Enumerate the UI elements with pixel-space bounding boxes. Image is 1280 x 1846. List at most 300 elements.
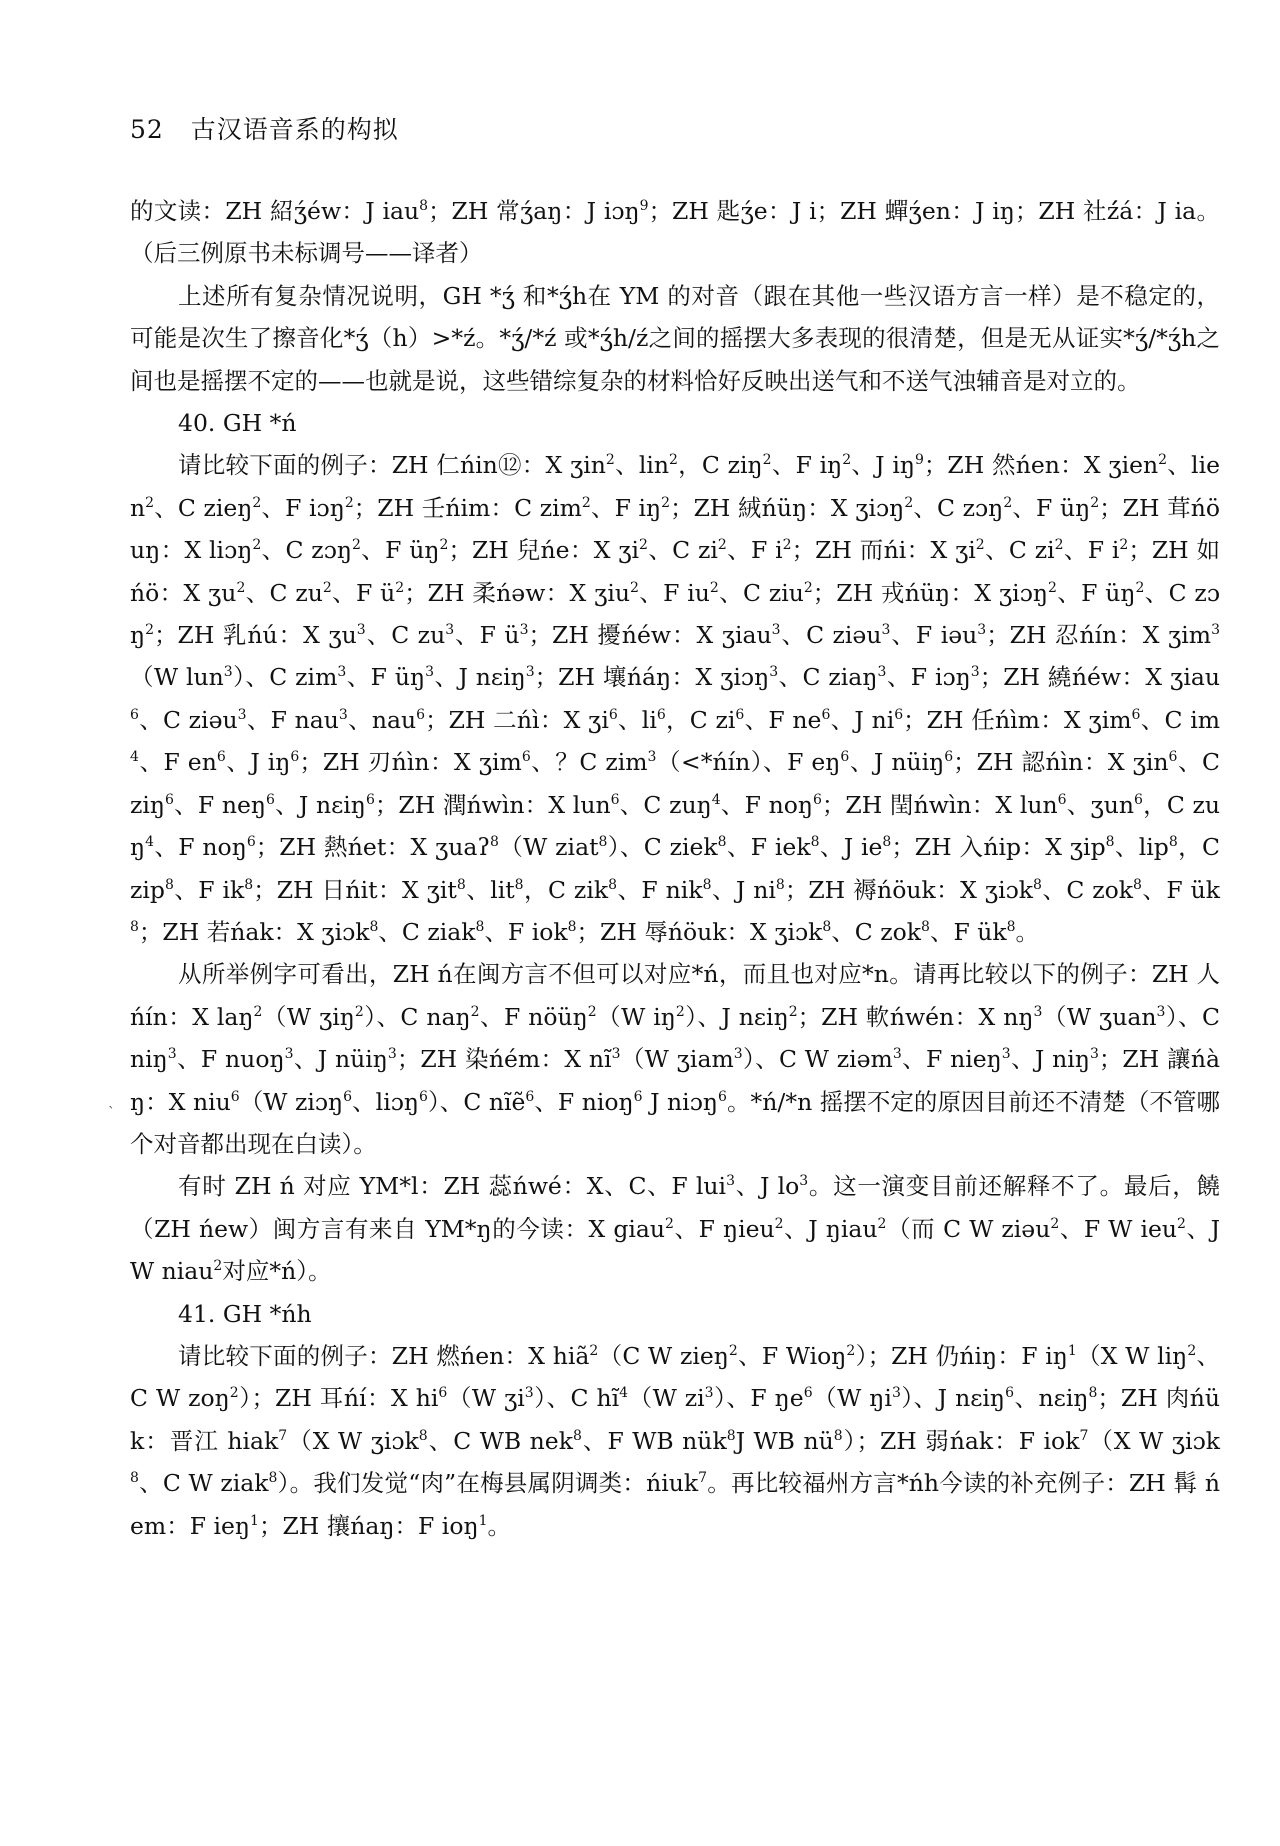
- text-run: 、J niŋ: [1010, 1045, 1090, 1074]
- text-run: 、C ziŋ: [130, 748, 1220, 819]
- tone-number: 3: [223, 664, 233, 681]
- tone-number: 1: [1067, 1343, 1077, 1360]
- tone-number: 2: [842, 452, 852, 469]
- tone-number: 2: [470, 1003, 480, 1020]
- tone-number: 2: [605, 452, 615, 469]
- text-run: ；ZH 乳ńú：X ʒu: [154, 621, 357, 650]
- text-run: 。: [487, 1511, 512, 1540]
- text-run: 、F ik: [173, 875, 245, 904]
- tone-number: 3: [1089, 1046, 1099, 1063]
- text-run: ，C zik: [523, 875, 609, 904]
- tone-number: 3: [524, 1385, 534, 1402]
- tone-number: 8: [514, 876, 524, 893]
- tone-number: 8: [1168, 834, 1178, 851]
- tone-number: 3: [771, 622, 781, 639]
- tone-number: 8: [268, 1470, 278, 1487]
- text-run: ，C zip: [130, 833, 1220, 904]
- text-run: 、？C zim: [530, 748, 648, 777]
- tone-number: 2: [669, 452, 678, 469]
- tone-number: 2: [1048, 579, 1057, 596]
- running-header: [130, 110, 1220, 146]
- text-run: ；ZH 日ńit：X ʒit: [253, 875, 457, 904]
- tone-number: 8: [810, 834, 820, 851]
- text-run: （而 C W ziəu: [886, 1214, 1051, 1243]
- page-number: 52: [130, 115, 164, 144]
- text-run: ；ZH 軟ńwén：X nŋ: [797, 1002, 1034, 1031]
- text-run: ；ZH 忍ńín：X ʒim: [986, 621, 1212, 650]
- text-run: （X W ʒiɔk: [1088, 1426, 1220, 1455]
- tone-number: 8: [567, 919, 577, 936]
- text-run: 、C WB nek: [427, 1426, 573, 1455]
- text-run: ；ZH 讓ńàŋ：X niu: [130, 1045, 1221, 1116]
- tone-number: 3: [970, 664, 980, 681]
- text-run: 。: [1015, 917, 1040, 946]
- text-run: 、J ie: [819, 833, 883, 862]
- text-run: 、C zɔŋ: [130, 578, 1220, 650]
- text-run: ，C zi: [665, 705, 736, 734]
- text-run: J niɔŋ: [642, 1087, 718, 1116]
- text-run: （W lun: [130, 663, 224, 692]
- tone-number: 8: [1133, 876, 1142, 893]
- text-run: 、C zieŋ: [154, 493, 253, 522]
- text-run: 、J ni: [711, 875, 776, 904]
- tone-number: 8: [1105, 834, 1115, 851]
- text-run: 、F nieŋ: [901, 1045, 1002, 1074]
- text-run: （W ʒiŋ: [262, 1002, 355, 1031]
- tone-number: 8: [608, 876, 617, 893]
- tone-number: 3: [445, 622, 455, 639]
- text-run: ）、C W ziəm: [742, 1045, 893, 1074]
- tone-number: 2: [1054, 537, 1064, 554]
- tone-number: 2: [354, 1003, 364, 1020]
- text-run: 请比较下面的例子：ZH 仁ńin⑫：X ʒin: [178, 451, 606, 480]
- text-run: ；ZH 二ńì：X ʒi: [425, 705, 609, 734]
- text-run: ；ZH 戎ńüŋ：X ʒiɔŋ: [812, 578, 1048, 607]
- text-run: （W ʒuan: [1042, 1002, 1157, 1031]
- tone-number: 6: [525, 1088, 535, 1105]
- text-run: ）、J nεiŋ: [900, 1384, 1006, 1413]
- tone-number: 2: [252, 495, 262, 512]
- tone-number: 3: [425, 664, 435, 681]
- tone-number: 3: [284, 1046, 294, 1063]
- tone-number: 2: [589, 1343, 599, 1360]
- tone-number: 2: [774, 1215, 784, 1232]
- text-run: ；ZH 辱ńöuk：X ʒiɔk: [576, 917, 823, 946]
- text-run: ；ZH 而ńi：X ʒi: [791, 536, 976, 565]
- tone-number: 2: [395, 579, 405, 596]
- text-run: ）。我们发觉“肉”在梅县属阴调类：ńiuk: [277, 1469, 699, 1498]
- text-run: 、F üŋ: [1012, 493, 1091, 522]
- tone-number: 3: [877, 664, 887, 681]
- text-run: 、F nik: [617, 875, 703, 904]
- tone-number: 2: [1119, 537, 1129, 554]
- text-run: 40. GH *ń: [178, 409, 297, 438]
- tone-number: 6: [438, 1385, 448, 1402]
- tone-number: 3: [1156, 1003, 1166, 1020]
- text-run: 、F nioŋ: [534, 1087, 634, 1116]
- text-run: 、J nεiŋ: [274, 790, 366, 819]
- text-run: ；ZH 柔ńəw：X ʒiu: [404, 578, 630, 607]
- text-run: （W ŋi: [812, 1384, 892, 1413]
- tone-number: 4: [145, 834, 155, 851]
- tone-number: 6: [1131, 707, 1141, 724]
- text-run: （W zi: [628, 1384, 705, 1413]
- tone-number: 8: [572, 1427, 582, 1444]
- tone-number: 6: [416, 707, 426, 724]
- text-run: 、lip: [1114, 833, 1169, 862]
- tone-number: 6: [735, 707, 745, 724]
- text-run: 、F iŋ: [590, 493, 662, 522]
- text-run: 、F iŋ: [771, 451, 843, 480]
- tone-number: 8: [475, 919, 485, 936]
- text-run: 、F nuoŋ: [176, 1045, 285, 1074]
- tone-number: 2: [877, 1215, 887, 1232]
- tone-number: 6: [365, 791, 375, 808]
- tone-number: 2: [709, 579, 719, 596]
- tone-number: 9: [639, 198, 649, 215]
- text-run: ；ZH 刃ńìn：X ʒim: [299, 748, 522, 777]
- tone-number: 2: [145, 622, 155, 639]
- text-run: ；ZH 攘ńaŋ：F ioŋ: [258, 1511, 479, 1540]
- tone-number: 8: [369, 919, 379, 936]
- body-text: [130, 190, 1220, 1547]
- text-run: 、C im: [1140, 705, 1220, 734]
- text-run: 、F W ieu: [1059, 1214, 1178, 1243]
- tone-number: 2: [665, 1215, 674, 1232]
- tone-number: 6: [821, 707, 831, 724]
- tone-number: 6: [633, 1088, 643, 1105]
- tone-number: 6: [1057, 791, 1067, 808]
- text-run: ；ZH 擾ńéw：X ʒiau: [528, 621, 772, 650]
- tone-number: 8: [419, 198, 429, 215]
- tone-number: 6: [246, 834, 256, 851]
- tone-number: 3: [356, 622, 366, 639]
- tone-number: 2: [344, 495, 354, 512]
- tone-number: 7: [278, 1427, 288, 1444]
- text-run: （X W ʒiɔk: [287, 1426, 419, 1455]
- text-run: 、F nöüŋ: [479, 1002, 588, 1031]
- text-run: ；ZH 如ńö：X ʒu: [130, 536, 1220, 607]
- text-run: ）、C ziek: [607, 833, 718, 862]
- text-run: 、lin: [614, 451, 670, 480]
- tone-number: 6: [656, 707, 666, 724]
- text-run: 、F WB nük: [581, 1426, 727, 1455]
- tone-number: 2: [803, 579, 813, 596]
- text-run: ；ZH 常ʒ́aŋ：J iɔŋ: [428, 197, 640, 225]
- text-run: J WB nü: [735, 1426, 834, 1455]
- text-run: 、C ziəu: [780, 621, 882, 650]
- tone-number: 3: [519, 622, 529, 639]
- text-run: ）、C nĩẽ: [427, 1087, 526, 1116]
- text-run: 、F noŋ: [154, 833, 247, 862]
- tone-number: 6: [343, 1088, 353, 1105]
- text-run: （W iŋ: [596, 1002, 676, 1031]
- tone-number: 8: [1033, 876, 1042, 893]
- text-run: ）、C hĩ: [533, 1384, 620, 1413]
- tone-number: 6: [610, 791, 620, 808]
- tone-number: 6: [812, 791, 822, 808]
- tone-number: 6: [840, 749, 850, 766]
- tone-number: 6: [419, 1088, 428, 1105]
- paragraph: [130, 444, 1220, 953]
- tone-number: 4: [619, 1385, 629, 1402]
- tone-number: 3: [387, 1046, 397, 1063]
- tone-number: 2: [1158, 452, 1168, 469]
- text-run: 、C zi: [647, 536, 718, 565]
- text-run: 、C ziu: [718, 578, 804, 607]
- text-run: 、F noŋ: [720, 790, 813, 819]
- tone-number: 6: [521, 749, 531, 766]
- text-run: ；ZH 兒ńe：X ʒi: [448, 536, 640, 565]
- tone-number: 4: [130, 749, 139, 766]
- text-run: 、C zɔŋ: [913, 493, 1004, 522]
- tone-number: 8: [418, 1427, 428, 1444]
- text-run: ）、J nεiŋ: [684, 1002, 789, 1031]
- tone-number: 2: [581, 495, 591, 512]
- tone-number: 3: [881, 622, 891, 639]
- tone-number: 8: [130, 919, 139, 936]
- text-run: 、J nüiŋ: [849, 748, 945, 777]
- tone-number: 3: [167, 1046, 177, 1063]
- text-run: ）、F ŋe: [713, 1384, 804, 1413]
- paragraph: [130, 190, 1220, 275]
- text-run: 、C zɔŋ: [261, 536, 352, 565]
- section-heading: [130, 1293, 1220, 1335]
- tone-number: 3: [1211, 622, 1221, 639]
- text-run: 、nau: [347, 705, 417, 734]
- tone-number: 6: [1005, 1385, 1014, 1402]
- text-run: 、F iu: [638, 578, 710, 607]
- text-run: ）；ZH 耳ńí：X hi: [238, 1384, 439, 1413]
- tone-number: 1: [478, 1512, 488, 1529]
- tone-number: 6: [944, 749, 954, 766]
- tone-number: 2: [639, 537, 648, 554]
- text-run: 、F ŋieu: [673, 1214, 775, 1243]
- text-run: 、F iɔŋ: [886, 663, 971, 692]
- tone-number: 6: [165, 791, 174, 808]
- section-heading: [130, 402, 1220, 444]
- text-run: 、J iŋ: [851, 451, 915, 480]
- tone-number: 2: [846, 1343, 856, 1360]
- tone-number: 8: [717, 834, 727, 851]
- tone-number: 6: [894, 707, 904, 724]
- document-page: [130, 110, 1220, 1547]
- tone-number: 4: [711, 791, 721, 808]
- tone-number: 3: [704, 1385, 714, 1402]
- text-run: 、J iŋ: [225, 748, 291, 777]
- tone-number: 8: [833, 1427, 843, 1444]
- text-run: ；ZH 認ńìn：X ʒin: [953, 748, 1169, 777]
- text-run: 的文读：ZH 紹ʒ́éw：J iau: [130, 197, 420, 225]
- tone-number: 7: [1079, 1427, 1089, 1444]
- text-run: 从所举例字可看出，ZH ń在闽方言不但可以对应*ń，而且也对应*n。请再比较以下的例子：ZH 人ńín：X laŋ: [130, 960, 1220, 1031]
- text-run: ，C ziŋ: [677, 451, 763, 480]
- tone-number: 2: [1135, 579, 1145, 596]
- tone-number: 8: [882, 834, 892, 851]
- text-run: ；ZH 然ńen：X ʒien: [923, 451, 1159, 480]
- tone-number: 2: [587, 1003, 597, 1020]
- tone-number: 8: [244, 876, 254, 893]
- text-run: 、J nüiŋ: [293, 1045, 388, 1074]
- tone-number: 3: [977, 622, 987, 639]
- tone-number: 2: [229, 1385, 239, 1402]
- text-run: ，C zuŋ: [130, 790, 1221, 862]
- tone-number: 6: [130, 707, 139, 724]
- tone-number: 2: [1003, 495, 1013, 512]
- stray-mark: `: [108, 1105, 115, 1121]
- tone-number: 2: [782, 537, 792, 554]
- tone-number: 2: [252, 537, 262, 554]
- text-run: ；ZH 閏ńwìn：X lun: [821, 790, 1058, 819]
- paragraph: [130, 953, 1220, 1165]
- tone-number: 3: [1001, 1046, 1011, 1063]
- tone-number: 8: [490, 834, 499, 851]
- tone-number: 3: [769, 664, 779, 681]
- text-run: 、C zuŋ: [619, 790, 712, 819]
- text-run: 对应*ń）。: [222, 1257, 332, 1286]
- text-run: 、F üŋ: [346, 663, 426, 692]
- text-run: 、lien: [130, 451, 1220, 522]
- text-run: 、F ne: [744, 705, 822, 734]
- tone-number: 8: [726, 1427, 736, 1444]
- text-run: 、F ük: [929, 917, 1007, 946]
- text-run: 、F iek: [726, 833, 811, 862]
- text-run: 、J lo: [735, 1172, 800, 1201]
- tone-number: 2: [1187, 1343, 1197, 1360]
- text-run: ；ZH 茸ńöuŋ：X liɔŋ: [130, 493, 1221, 565]
- text-run: 、C zu: [245, 578, 323, 607]
- text-run: 41. GH *ńh: [178, 1299, 312, 1328]
- tone-number: 6: [266, 791, 275, 808]
- text-run: ）；ZH 弱ńak：F iok: [842, 1426, 1080, 1455]
- text-run: 、liɔŋ: [352, 1087, 420, 1116]
- tone-number: 2: [1050, 1215, 1060, 1232]
- tone-number: 3: [733, 1046, 743, 1063]
- text-run: 。这一演变目前还解释不了。最后，饒（ZH ńew）闽方言有来自 YM*ŋ的今读：X giau: [130, 1172, 1220, 1243]
- tone-number: 2: [213, 1258, 223, 1275]
- text-run: 、F en: [138, 748, 217, 777]
- tone-number: 6: [216, 749, 226, 766]
- text-run: （<*ńín）、F eŋ: [656, 748, 841, 777]
- text-run: 请比较下面的例子：ZH 燃ńen：X hiã: [178, 1341, 590, 1370]
- text-run: ）、C zim: [232, 663, 338, 692]
- text-run: 、F i: [726, 536, 783, 565]
- tone-number: 2: [728, 1343, 738, 1360]
- text-run: 、ʒun: [1066, 790, 1134, 819]
- text-run: （C W zieŋ: [598, 1341, 729, 1370]
- tone-number: 2: [322, 579, 332, 596]
- tone-number: 6: [718, 1088, 727, 1105]
- text-run: 、C W ziak: [138, 1469, 269, 1498]
- tone-number: 3: [337, 664, 347, 681]
- tone-number: 2: [439, 537, 449, 554]
- text-run: ；ZH 褥ńöuk：X ʒiɔk: [784, 875, 1033, 904]
- tone-number: 2: [788, 1003, 798, 1020]
- tone-number: 8: [130, 1470, 139, 1487]
- tone-number: 2: [762, 452, 772, 469]
- tone-number: 2: [904, 495, 914, 512]
- text-run: ；ZH 若ńak：X ʒiɔk: [138, 917, 370, 946]
- tone-number: 8: [702, 876, 712, 893]
- tone-number: 1: [250, 1512, 259, 1529]
- text-run: 、C W zoŋ: [130, 1341, 1220, 1413]
- tone-number: 3: [892, 1046, 902, 1063]
- tone-number: 8: [164, 876, 174, 893]
- text-run: 、F iɔŋ: [261, 493, 345, 522]
- tone-number: 3: [891, 1385, 901, 1402]
- text-run: 、F nau: [246, 705, 339, 734]
- tone-number: 2: [145, 495, 155, 512]
- text-run: 、C ziak: [378, 917, 476, 946]
- tone-number: 3: [237, 707, 247, 724]
- tone-number: 9: [914, 452, 924, 469]
- tone-number: 2: [975, 537, 985, 554]
- tone-number: 8: [456, 876, 466, 893]
- text-run: ；ZH 入ńip：X ʒip: [891, 833, 1106, 862]
- text-run: 、J ni: [830, 705, 895, 734]
- tone-number: 6: [230, 1088, 240, 1105]
- text-run: 、F neŋ: [173, 790, 267, 819]
- tone-number: 2: [1177, 1215, 1186, 1232]
- text-run: 、C zok: [831, 917, 922, 946]
- text-run: 、C zu: [365, 621, 446, 650]
- text-run: ；ZH 任ńìm：X ʒim: [903, 705, 1132, 734]
- text-run: 、J ŋiau: [783, 1214, 878, 1243]
- text-run: （W ʒi: [447, 1384, 525, 1413]
- book-title: 古汉语音系的构拟: [190, 115, 399, 144]
- text-run: 、F ük: [1141, 875, 1220, 904]
- tone-number: 8: [598, 834, 608, 851]
- tone-number: 2: [1090, 495, 1100, 512]
- text-run: ；ZH 匙ʒ́e：J i；ZH 蟬ʒ́en：J iŋ；ZH 社ź́á：J ia。（后三例原书未标调号——译者）: [130, 197, 1220, 268]
- tone-number: 3: [726, 1173, 735, 1190]
- text-run: 、F Wioŋ: [737, 1341, 847, 1370]
- paragraph: [130, 275, 1220, 402]
- text-run: 、J nεiŋ: [434, 663, 526, 692]
- paragraph: [130, 1165, 1220, 1292]
- tone-number: 8: [775, 876, 785, 893]
- tone-number: 3: [338, 707, 348, 724]
- text-run: 、F iok: [484, 917, 568, 946]
- text-run: ；ZH 肉ńük：晋江 hiak: [130, 1384, 1221, 1455]
- text-run: 。再比较福州方言*ńh今读的补充例子：ZH 髯 ńem：F ieŋ: [130, 1469, 1220, 1540]
- tone-number: 2: [675, 1003, 685, 1020]
- tone-number: 8: [822, 919, 832, 936]
- tone-number: 6: [803, 1385, 813, 1402]
- tone-number: 2: [253, 1003, 263, 1020]
- text-run: 、F i: [1063, 536, 1120, 565]
- text-run: （W ʒiam: [620, 1045, 734, 1074]
- tone-number: 6: [1168, 749, 1178, 766]
- tone-number: 2: [661, 495, 671, 512]
- tone-number: 3: [647, 749, 657, 766]
- paragraph: [130, 1335, 1220, 1547]
- tone-number: 8: [921, 919, 930, 936]
- text-run: 、F iəu: [890, 621, 978, 650]
- text-run: （W ziat: [498, 833, 599, 862]
- text-run: 、C ziaŋ: [778, 663, 878, 692]
- text-run: ；ZH 染ńém：X nĩ: [396, 1045, 612, 1074]
- text-run: 、lit: [465, 875, 515, 904]
- tone-number: 2: [717, 537, 727, 554]
- text-run: 。*ń/*n 摇摆不定的原因目前还不清楚（不管哪个对音都出现在白读）。: [130, 1087, 1220, 1158]
- text-run: ；ZH 絨ńüŋ：X ʒiɔŋ: [670, 493, 905, 522]
- text-run: 、J W niau: [130, 1214, 1221, 1286]
- text-run: 上述所有复杂情况说明，GH *ʒ́ 和*ʒ́h在 YM 的对音（跟在其他一些汉语方言一样）是不稳定的，可能是次生了擦音化*ʒ́（h）>*ź。*ʒ́/*ź 或*ʒ́h/ź之间的摇摆大多表现的很清楚，但是无从证实*ʒ́/*ʒ́h之间也是摇摆不定的——也就是说，这些错综复杂的材料恰好反映出送气和不送气浊辅音是对立的。: [130, 281, 1220, 395]
- text-run: ；ZH 熱ńet：X ʒuaʔ: [255, 833, 491, 862]
- text-run: 、li: [617, 705, 657, 734]
- text-run: 、F ü: [331, 578, 396, 607]
